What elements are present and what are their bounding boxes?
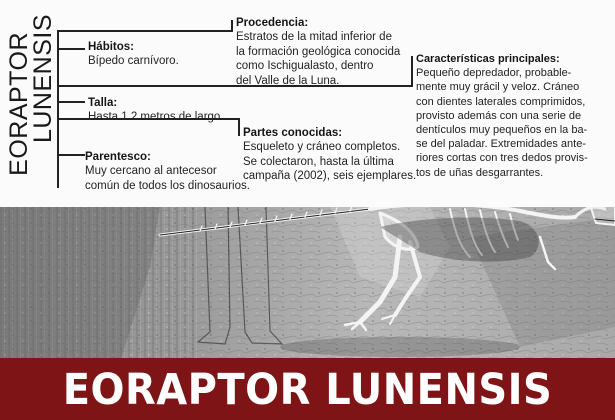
tree-vertical-partes <box>238 118 240 136</box>
parentesco-text: Muy cercano al antecesor común de todos los dinosaurios. <box>85 165 250 192</box>
talla-heading: Talla: <box>88 97 118 109</box>
habitos-heading: Hábitos: <box>88 41 134 53</box>
parentesco-heading: Parentesco: <box>85 151 151 163</box>
talla-block <box>88 96 238 125</box>
partes-block <box>243 126 423 184</box>
fossil-skeleton-image <box>0 207 615 362</box>
talla-text: Hasta 1.2 metros de largo. <box>88 111 224 124</box>
tree-trunk-line <box>57 30 59 188</box>
skeleton-illustration <box>0 207 615 362</box>
tree-vertical-procedencia <box>231 20 233 32</box>
title-banner <box>0 358 615 420</box>
tree-branch-talla <box>57 101 85 103</box>
procedencia-block <box>236 16 416 88</box>
tree-branch-habitos <box>57 48 85 50</box>
tree-top-line <box>57 30 233 32</box>
procedencia-heading: Procedencia: <box>236 17 309 29</box>
banner-title: EORAPTOR LUNENSIS <box>62 365 553 415</box>
parentesco-block <box>85 150 260 193</box>
partes-text: Esqueleto y cráneo completos. Se colectaron, hasta la última campaña (2002), seis ejemplares. <box>243 141 417 183</box>
habitos-text: Bípedo carnívoro. <box>88 55 179 68</box>
caracteristicas-heading: Características principales: <box>416 53 560 65</box>
vertical-title-line-2: LUNENSIS <box>29 14 57 144</box>
procedencia-text: Estratos de la mitad inferior de la formación geológica conocida como Ischigualasto, dentro del Valle de la Luna. <box>236 31 401 87</box>
vertical-title-line-1: EORAPTOR <box>5 32 33 176</box>
vertical-title <box>4 10 57 176</box>
habitos-block <box>88 40 228 69</box>
partes-heading: Partes conocidas: <box>243 127 343 139</box>
tree-branch-parentesco <box>57 154 85 156</box>
caracteristicas-text: Pequeño depredador, probable- mente muy grácil y veloz. Cráneo con dientes laterales comprimidos, provisto además con una serie de dentículos muy pequeños en la ba- se del paladar. Extremidades ante- riores cortas con tres dedos provis- tos de uñas desgarrantes. <box>416 67 588 179</box>
caracteristicas-block <box>416 52 612 180</box>
